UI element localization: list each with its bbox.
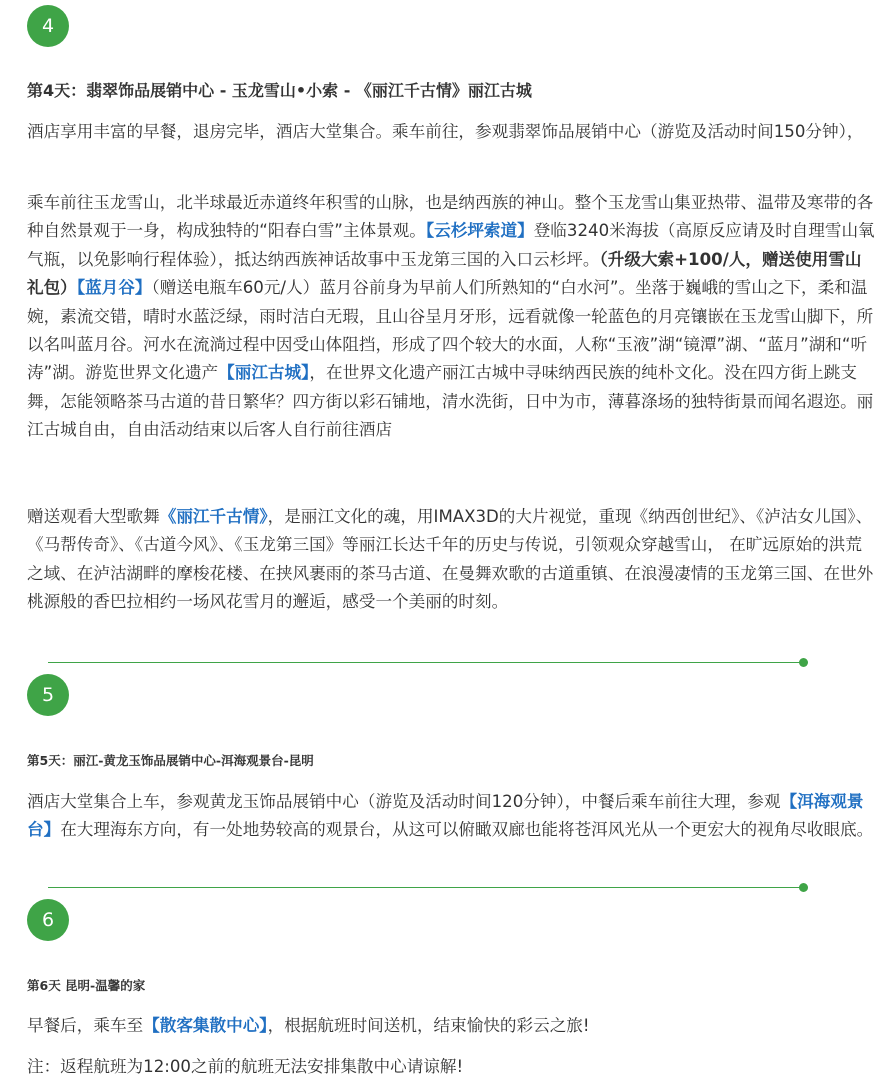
day-4-title: 第4天：翡翠饰品展销中心 - 玉龙雪山•小索 - 《丽江千古情》丽江古城 [27, 81, 532, 100]
text-segment: 赠送观看大型歌舞 [27, 507, 160, 526]
highlight-blue-moon-valley: 【蓝月谷】 [76, 278, 152, 298]
upgrade-note: （升级大索+100/人，赠送使用雪山礼包） [27, 249, 862, 298]
day-number: 6 [41, 909, 55, 931]
text-segment: 早餐后，乘车至 [27, 1016, 144, 1035]
highlight-lijiang-show: 《丽江千古情》 [159, 507, 268, 526]
highlight-erhai-viewpoint: 【洱海观景台】 [27, 792, 864, 840]
day-6-title: 第6天 昆明-温馨的家 [27, 978, 146, 993]
section-divider [48, 662, 803, 663]
day-6-paragraph-1 [27, 1012, 877, 1040]
section-divider [48, 887, 803, 888]
text-segment: （赠送电瓶车60元/人）蓝月谷前身为早前人们所熟知的“白水河”。坐落于巍峨的雪山之下，柔和温婉，素流交错，晴时水蓝泛绿，雨时洁白无瑕，且山谷呈月牙形，远看就像一轮蓝色的月亮镶嵌在玉龙雪山脚下，所以名叫蓝月谷。河水在流淌过程中因受山体阻挡，形成了四个较大的水面，人称“玉液”湖“镜潭”湖、“蓝月”湖和“听涛”湖。游览世界文化遗产 [27, 278, 874, 383]
day-4-paragraph-1: 酒店享用丰富的早餐，退房完毕，酒店大堂集合。乘车前往，参观翡翠饰品展销中心（游览及活动时间150分钟）， [27, 122, 864, 141]
highlight-yunshanping-cableway: 【云杉坪索道】 [425, 221, 534, 241]
text-segment: 在大理海东方向，有一处地势较高的观景台，从这可以俯瞰双廊也能将苍洱风光从一个更宏大的视角尽收眼底。 [60, 820, 874, 840]
text-segment: ，根据航班时间送机，结束愉快的彩云之旅! [267, 1016, 590, 1035]
day-5-title: 第5天：丽江-黄龙玉饰品展销中心-洱海观景台-昆明 [27, 753, 314, 768]
day-6-badge [27, 899, 69, 941]
text-segment: ，在世界文化遗产丽江古城中寻味纳西民族的纯朴文化。没在四方街上跳支舞，怎能领略茶马古道的昔日繁华？四方街以彩石铺地，清水洗街，日中为市，薄暮涤场的独特街景而闻名遐迩。丽江古城自由，自由活动结束以后客人自行前往酒店 [27, 363, 874, 440]
day-4-badge [27, 5, 69, 47]
highlight-tourist-center: 【散客集散中心】 [143, 1016, 268, 1035]
text-segment: ，是丽江文化的魂，用IMAX3D的大片视觉，重现《纳西创世纪》、《泸沽女儿国》、《马帮传奇》、《古道今风》、《玉龙第三国》等丽江长达千年的历史与传说，引领观众穿越雪山， 在旷远原始的洪荒之域、在泸沽湖畔的摩梭花楼、在挟风裹雨的茶马古道、在曼舞欢歌的古道重镇、在浪漫凄情的玉龙第三国、在世外桃源般的香巴拉相约一场风花雪月的邂逅，感受一个美丽的时刻。 [27, 507, 874, 612]
day-4-paragraph-2 [27, 189, 877, 445]
highlight-lijiang-old-town: 【丽江古城】 [218, 363, 310, 383]
day-number: 5 [41, 684, 55, 706]
day-number: 4 [41, 15, 55, 37]
day-4-paragraph-3 [27, 503, 877, 617]
text-segment: 登临3240米海拔（高原反应请及时自理雪山氧气瓶，以免影响行程体验），抵达纳西族神话故事中玉龙第三国的入口云杉坪。 [27, 221, 875, 269]
text-segment: 乘车前往玉龙雪山，北半球最近赤道终年积雪的山脉，也是纳西族的神山。整个玉龙雪山集亚热带、温带及寒带的各种自然景观于一身，构成独特的“阳春白雪”主体景观。 [27, 193, 874, 241]
divider-dot [799, 658, 808, 667]
day-5-badge [27, 674, 69, 716]
day-5-paragraph-1 [27, 788, 877, 845]
day-6-note: 注：返程航班为12:00之前的航班无法安排集散中心请谅解! [27, 1057, 464, 1076]
text-segment: 酒店大堂集合上车，参观黄龙玉饰品展销中心（游览及活动时间120分钟），中餐后乘车前往大理，参观 [27, 792, 781, 811]
divider-dot [799, 883, 808, 892]
